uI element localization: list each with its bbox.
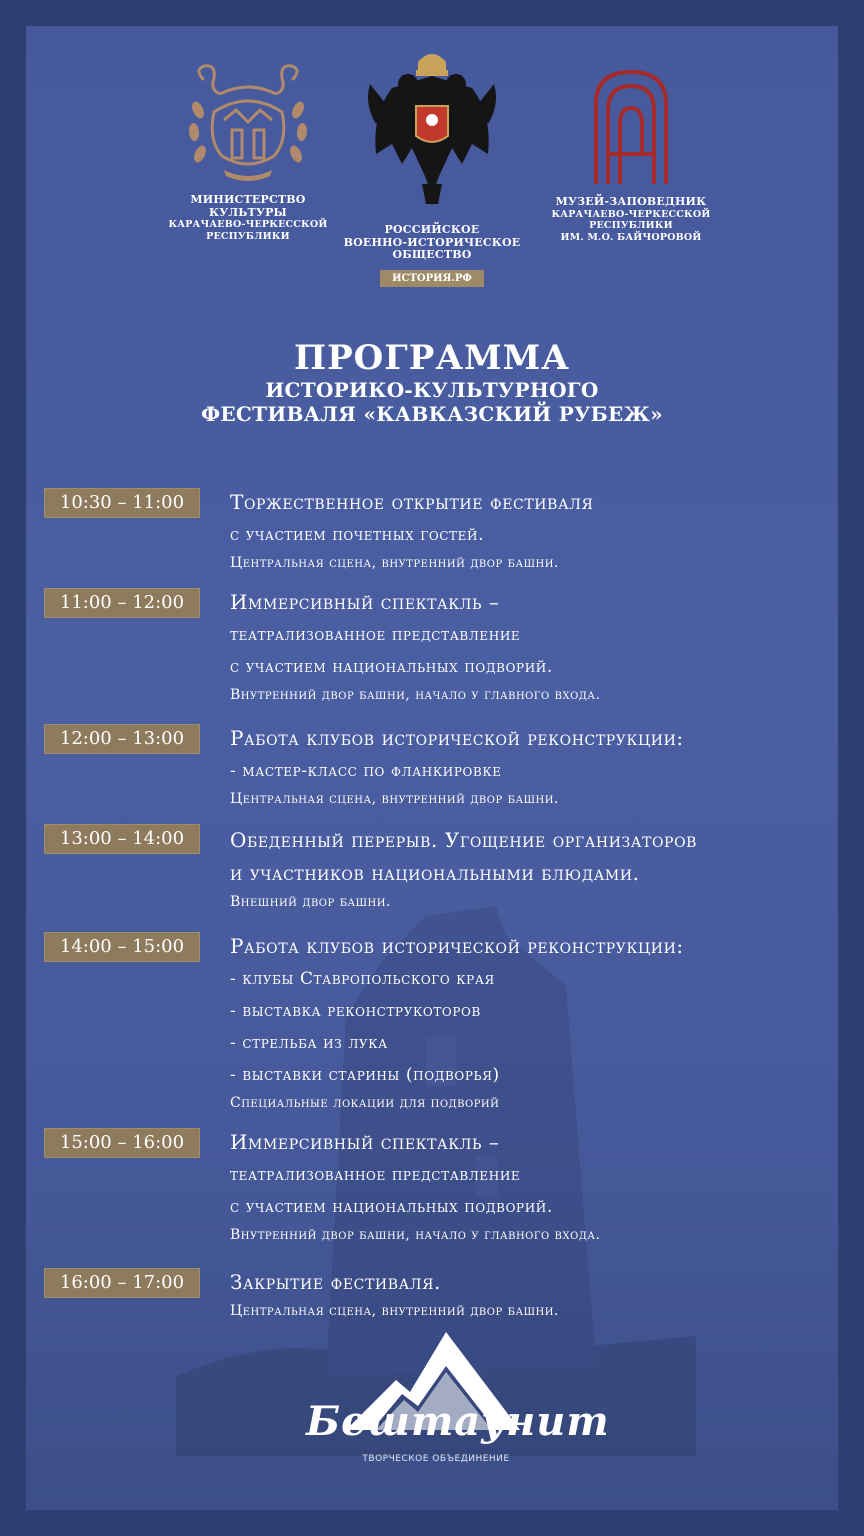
logos-header [26,26,838,316]
event-title-line: Обеденный перерыв. Угощение организаторов [230,828,698,852]
event-detail-line: с участием национальных подворий. [230,657,553,677]
event-location: Внутренний двор башни, начало у главного входа. [230,687,601,703]
event-detail-line: - мастер-класс по фланкировке [230,761,502,781]
event-title-line: Закрытие фестиваля. [230,1270,441,1294]
schedule-description [230,1266,830,1323]
event-title-line: Иммерсивный спектакль – [230,1130,500,1154]
time-badge: 13:00 – 14:00 [44,824,200,854]
event-location: Внутренний двор башни, начало у главного входа. [230,1227,601,1243]
schedule-description [230,1126,830,1247]
schedule-description [230,586,830,707]
schedule-description [230,486,830,575]
event-detail-line: - стрельба из лука [230,1033,388,1053]
event-detail-line: с участием почетных гостей. [230,525,485,545]
ministry-logo-block [162,60,334,242]
ministry-name-line3: КАРАЧАЕВО-ЧЕРКЕССКОЙ [168,219,328,230]
schedule-description [230,824,830,914]
museum-name-line4: ИМ. М.О. БАЙЧОРОВОЙ [560,231,702,243]
rvio-name-line3: ОБЩЕСТВО [392,248,472,261]
event-detail-line: театрализованное представление [230,625,521,645]
time-badge: 16:00 – 17:00 [44,1268,200,1298]
rvio-name-line1: РОССИЙСКОЕ [384,223,480,236]
museum-name-line1: МУЗЕЙ-ЗАПОВЕДНИК [555,195,707,208]
ministry-name-line4: РЕСПУБЛИКИ [206,230,290,242]
event-detail-line: - выставка реконструкоторов [230,1001,481,1021]
rvio-name-line2: ВОЕННО-ИСТОРИЧЕСКОЕ [343,235,521,249]
event-detail-line: и участников национальными блюдами. [230,861,640,885]
event-title-line: Торжественное открытие фестиваля [230,490,594,514]
museum-emblem-icon [586,64,676,188]
program-title: ПРОГРАММА [294,338,570,378]
beshtaunit-logo [306,1326,610,1506]
event-title-line: Работа клубов исторической реконструкции: [230,934,684,958]
brand-subtitle: ТВОРЧЕСКОЕ ОБЪЕДИНЕНИЕ [362,1454,510,1464]
event-location: Специальные локации для подворий [230,1095,500,1111]
rvio-logo-block [342,44,522,287]
event-detail-line: - клубы Ставропольского края [230,969,495,989]
history-rf-badge: ИСТОРИЯ.РФ [380,270,484,287]
event-detail-line: театрализованное представление [230,1165,521,1185]
poster-panel [26,26,838,1510]
time-badge: 10:30 – 11:00 [44,488,200,518]
museum-logo-block [536,64,726,243]
event-location: Центральная сцена, внутренний двор башни. [230,791,559,807]
event-location: Центральная сцена, внутренний двор башни. [230,555,559,571]
program-title-block [26,338,838,426]
event-location: Центральная сцена, внутренний двор башни. [230,1303,559,1319]
schedule-description [230,930,830,1115]
event-title-line: Иммерсивный спектакль – [230,590,500,614]
ministry-name-line2: КУЛЬТУРЫ [209,205,287,219]
time-badge: 14:00 – 15:00 [44,932,200,962]
schedule-description [230,722,830,811]
museum-name-line2: КАРАЧАЕВО-ЧЕРКЕССКОЙ [551,208,711,220]
event-title-line: Работа клубов исторической реконструкции: [230,726,684,750]
ministry-name-line1: МИНИСТЕРСТВО [190,193,306,206]
time-badge: 12:00 – 13:00 [44,724,200,754]
time-badge: 15:00 – 16:00 [44,1128,200,1158]
event-detail-line: - выставки старины (подворья) [230,1065,500,1085]
ministry-emblem-icon [184,60,312,184]
program-subtitle-line2: ФЕСТИВАЛЯ «КАВКАЗСКИЙ РУБЕЖ» [201,402,663,426]
museum-name-line3: РЕСПУБЛИКИ [589,220,673,231]
brand-name: Бештаунит [306,1398,610,1445]
time-badge: 11:00 – 12:00 [44,588,200,618]
program-subtitle-line1: ИСТОРИКО-КУЛЬТУРНОГО [265,378,599,402]
event-detail-line: с участием национальных подворий. [230,1197,553,1217]
event-location: Внешний двор башни. [230,894,391,910]
double-headed-eagle-icon [362,44,502,212]
